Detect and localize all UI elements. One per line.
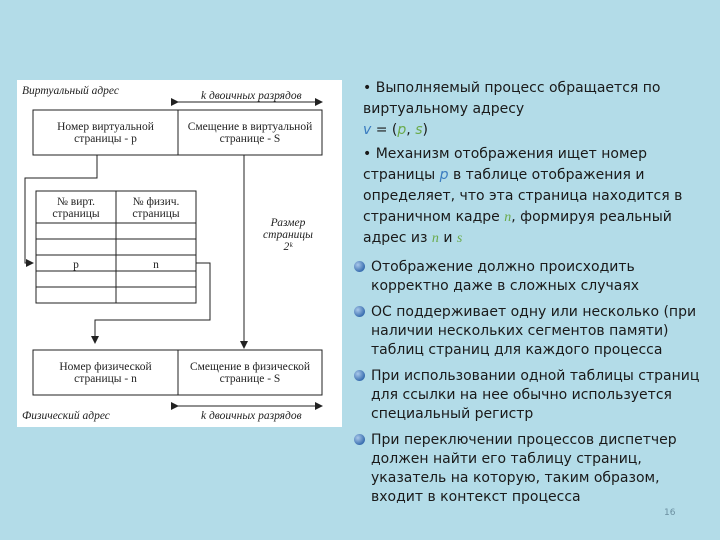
page-size-line-3: 2ᵏ bbox=[283, 241, 293, 253]
bullet-dot-icon bbox=[354, 261, 365, 272]
k-bits-bottom-label: k двоичных разрядов bbox=[201, 410, 302, 422]
bullet-mapping-mechanism bbox=[363, 144, 703, 249]
bullet-symbol: • bbox=[363, 146, 372, 162]
table-header-virtual-line-1: № вирт. bbox=[56, 196, 96, 208]
mapping-text-1: Механизм отображения ищет номер страницы bbox=[363, 146, 648, 183]
bullet-dot-icon bbox=[354, 434, 365, 445]
virtual-page-number-label bbox=[33, 121, 178, 145]
address-translation-diagram bbox=[17, 80, 342, 427]
bullet-dot-icon bbox=[354, 306, 365, 317]
list-item bbox=[352, 258, 702, 296]
physical-page-number-label bbox=[33, 361, 178, 385]
virtual-page-number-line-1: Номер виртуальной bbox=[57, 121, 154, 133]
formula-v: v bbox=[363, 122, 372, 138]
physical-page-number-line-2: страницы - n bbox=[74, 373, 137, 385]
physical-address-label: Физический адрес bbox=[22, 410, 110, 422]
list-item bbox=[352, 367, 702, 424]
formula-p: p bbox=[397, 122, 407, 138]
list-item bbox=[352, 303, 702, 360]
table-cell-n: n bbox=[153, 259, 159, 271]
mapping-s: s bbox=[456, 231, 463, 246]
bullet-dot-icon bbox=[354, 370, 365, 381]
bullet-symbol: • bbox=[363, 80, 372, 96]
page-size-label bbox=[253, 217, 323, 253]
mapping-p: p bbox=[439, 167, 449, 183]
virtual-address-label: Виртуальный адрес bbox=[22, 85, 119, 97]
bullet-list bbox=[352, 258, 702, 514]
virtual-offset-label bbox=[178, 121, 322, 145]
virtual-offset-line-2: странице - S bbox=[219, 133, 281, 145]
mapping-and: и bbox=[438, 230, 457, 246]
virtual-page-number-line-2: страницы - p bbox=[74, 133, 137, 145]
formula-eq: = ( bbox=[371, 122, 398, 138]
physical-offset-label bbox=[178, 361, 322, 385]
formula-comma: , bbox=[406, 122, 416, 138]
list-item bbox=[352, 431, 702, 507]
physical-page-number-line-1: Номер физической bbox=[59, 361, 152, 373]
virtual-offset-line-1: Смещение в виртуальной bbox=[187, 121, 313, 133]
list-item-text: При использовании одной таблицы страниц для ссылки на нее обычно используется специальный регистр bbox=[371, 368, 700, 422]
formula-s: s bbox=[415, 122, 423, 138]
formula-close: ) bbox=[422, 122, 428, 138]
mapping-text-3: , формируя реальный адрес из bbox=[363, 209, 672, 246]
page-number: 16 bbox=[664, 508, 676, 518]
list-item-text: Отображение должно происходить корректно даже в сложных случаях bbox=[371, 259, 640, 294]
mapping-n: n bbox=[504, 210, 512, 225]
page-size-line-2: страницы bbox=[263, 229, 313, 241]
bullet-text: Выполняемый процесс обращается по виртуальному адресу bbox=[363, 80, 661, 117]
list-item-text: При переключении процессов диспетчер должен найти его таблицу страниц, указатель на которую, таким образом, входит в контекст процесса bbox=[371, 432, 677, 505]
physical-offset-line-2: странице - S bbox=[219, 373, 281, 385]
list-item-text: ОС поддерживает одну или несколько (при наличии нескольких сегментов памяти) таблиц страниц для каждого процесса bbox=[371, 304, 697, 358]
mapping-n2: n bbox=[431, 231, 439, 246]
table-header-physical-line-1: № физич. bbox=[132, 196, 180, 208]
bullet-virtual-address bbox=[363, 78, 703, 141]
table-header-virtual-line-2: страницы bbox=[52, 208, 100, 220]
table-cell-p: p bbox=[73, 259, 79, 271]
physical-offset-line-1: Смещение в физической bbox=[189, 361, 311, 373]
table-header-physical bbox=[116, 196, 196, 220]
table-header-virtual bbox=[36, 196, 116, 220]
top-bullets bbox=[363, 78, 703, 252]
mapping-text-2: в таблице отображения и определяет, что эта страница находится в страничном кадре bbox=[363, 167, 683, 225]
k-bits-top-label: k двоичных разрядов bbox=[201, 90, 302, 102]
table-header-physical-line-2: страницы bbox=[132, 208, 180, 220]
page-size-line-1: Размер bbox=[270, 217, 306, 229]
